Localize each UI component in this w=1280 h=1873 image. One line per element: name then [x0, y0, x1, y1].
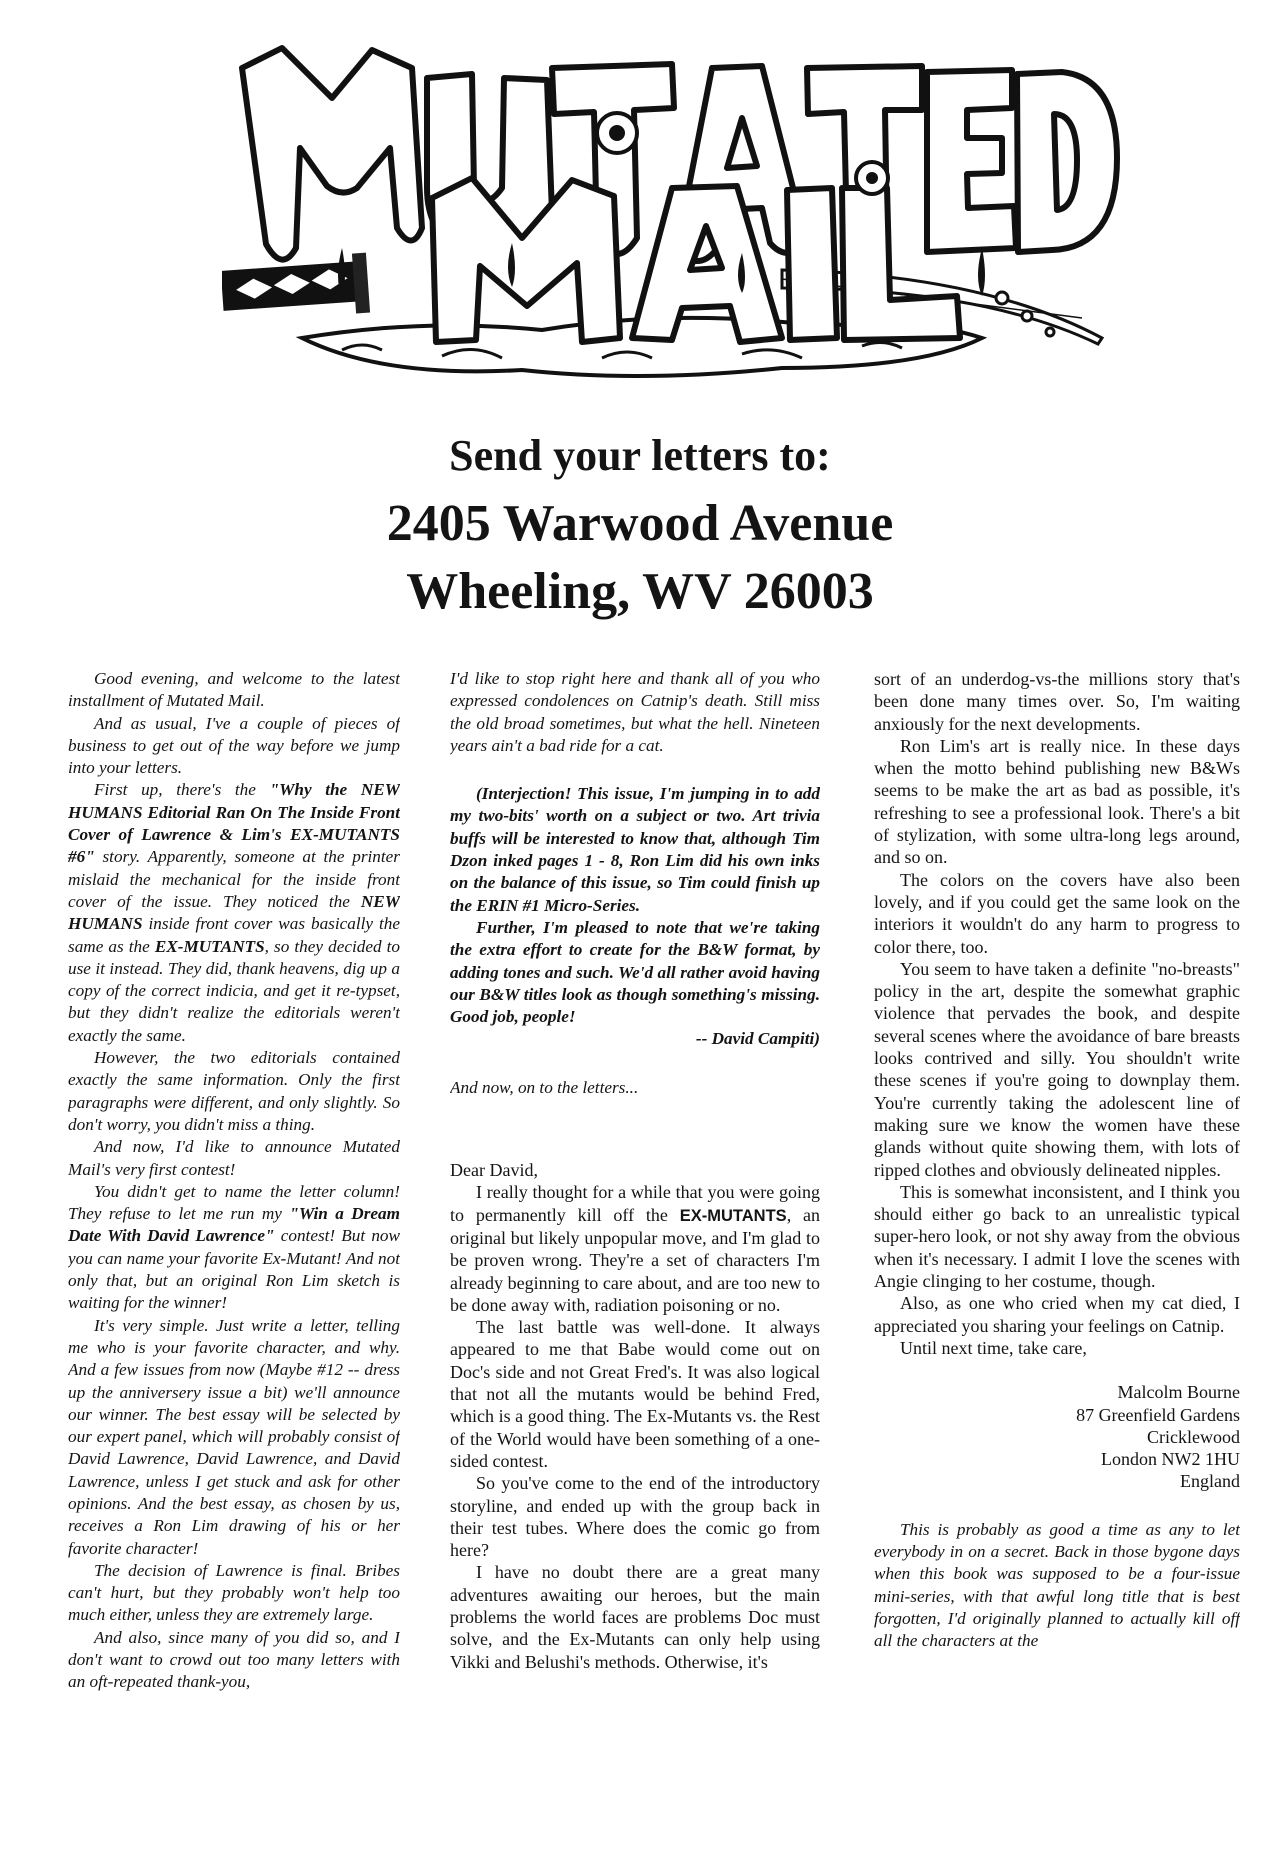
address-city: Wheeling, WV 26003: [406, 563, 874, 620]
column-1: [68, 668, 400, 1868]
address-heading: Send your letters to:: [449, 431, 831, 480]
salutation: Dear David,: [450, 1160, 538, 1181]
letters-intro: And now, on to the letters...: [450, 1077, 639, 1097]
writer-street: 87 Greenfield Gardens: [1076, 1404, 1240, 1425]
letter-paragraph-9: This is somewhat inconsistent, and I think you should either go back to an unrealistic typical super-hero look, or not shy away from the obvious when it's necessary. I admit I love the scenes with Angie clinging to her costume, though.: [874, 1181, 1240, 1292]
logo-text: MUTATED MAIL: [672, 170, 748, 181]
letter-paragraph-4: I have no doubt there are a great many adventures awaiting our heroes, but the main problems the world faces are problems Doc must solve, and the Ex-Mutants can only help using Vikki and Belushi's methods. Otherwise, it's: [450, 1562, 820, 1672]
editorials-paragraph: However, the two editorials contained exactly the same information. Only the first paragraphs were different, and only slightly. So don't worry, you didn't miss a thing.: [68, 1048, 400, 1134]
column-3: [874, 668, 1240, 1868]
letter-paragraph-5: sort of an underdog-vs-the millions story that's been done many times over. So, I'm waiting anxiously for the next developments.: [874, 669, 1240, 734]
editorial-paragraph: First up, there's the "Why the NEW HUMANS Editorial Ran On The Inside Front Cover of Lawrence & Lim's EX-MUTANTS #6" story. Apparently, someone at the printer mislaid the mechanical for the inside front cover of the issue. They noticed the NEW HUMANS inside front cover was basically the same as the EX-MUTANTS, so they decided to use it instead. They did, thank heavens, dig up a copy of the correct indicia, and get it re-typset, but they didn't realize the editorials weren't exactly the same.: [68, 780, 400, 1045]
letter-paragraph-7: The colors on the covers have also been lovely, and if you could get the same look on the interiors it wouldn't do any harm to progress to color there, too.: [874, 869, 1240, 957]
writer-city: London NW2 1HU: [1101, 1449, 1240, 1470]
letter-paragraph-6: Ron Lim's art is really nice. In these days when the motto behind publishing new B&Ws seems to be make the art as bad as possible, it's refreshing to see a professional look. There's a bit of stylization, with some ultra-long legs around, and so on.: [874, 735, 1240, 868]
interjection-paragraph: (Interjection! This issue, I'm jumping in to add my two-bits' worth on a subject or two. Art trivia buffs will be interested to know that, although Tim Dzon inked pages 1 - 8, Ron Lim did his own inks on the balance of this issue, so Tim could finish up the ERIN #1 Micro-Series.: [450, 784, 820, 915]
letter-paragraph-3: So you've come to the end of the introductory storyline, and ended up with the group back in their test tubes. Where does the comic go from here?: [450, 1473, 820, 1561]
contest-announce: And now, I'd like to announce Mutated Mail's very first contest!: [68, 1137, 400, 1179]
campiti-signature: -- David Campiti): [695, 1029, 820, 1049]
writer-country: England: [1180, 1471, 1240, 1492]
address-street: 2405 Warwood Avenue: [386, 495, 894, 552]
intro-paragraph: Good evening, and welcome to the latest installment of Mutated Mail.: [68, 669, 400, 711]
business-paragraph: And as usual, I've a couple of pieces of business to get out of the way before we jump into your letters.: [68, 713, 400, 778]
editor-reply: This is probably as good a time as any to let everybody in on a secret. Back in those bygone days when this book was supposed to be a four-issue mini-series, with that awful long title that is best forgotten, I'd originally planned to actually kill off all the characters at the: [874, 1519, 1240, 1651]
catnip-paragraph: I'd like to stop right here and thank all of you who expressed condolences on Catnip's death. Still miss the old broad sometimes, but what the hell. Nineteen years ain't a bad ride for a cat.: [450, 669, 820, 755]
contest-paragraph: You didn't get to name the letter column! They refuse to let me run my "Win a Dream Date With David Lawrence" contest! But now you can name your favorite Ex-Mutant! And not only that, but an original Ron Lim sketch is waiting for the winner!: [68, 1181, 400, 1313]
mutated-mail-logo: [222, 38, 1122, 414]
closing: Until next time, take care,: [900, 1337, 1087, 1358]
tones-paragraph: Further, I'm pleased to note that we're taking the extra effort to create for the B&W format, by adding tones and such. We'd all rather avoid having our B&W titles look as though something's missing. Good job, people!: [450, 917, 820, 1027]
letter-paragraph-8: You seem to have taken a definite "no-breasts" policy in the art, despite the somewhat graphic violence that pervades the book, and despite several scenes where the avoidance of bare breasts looks contrived and silly. You shouldn't write these scenes if you're going to downplay them. You're currently taking the adolescent line of making sure we know the women have these glands without quite showing them, with lots of ripped clothes and obviously delineated nipples.: [874, 958, 1240, 1180]
writer-name: Malcolm Bourne: [1117, 1382, 1240, 1403]
thanks-paragraph: And also, since many of you did so, and I don't want to crowd out too many letters with an oft-repeated thank-you,: [68, 1627, 400, 1692]
letter-paragraph-10: Also, as one who cried when my cat died, I appreciated you sharing your feelings on Catnip.: [874, 1293, 1240, 1336]
letter-paragraph-1: I really thought for a while that you were going to permanently kill off the EX-MUTANTS, an original but likely unpopular move, and I'm glad to be proven wrong. They're a set of characters I'm already beginning to care about, and are too new to be done away with, radiation poisoning or no.: [450, 1182, 820, 1315]
decision-paragraph: The decision of Lawrence is final. Bribes can't hurt, but they probably won't help too much either, unless they are extremely large.: [68, 1560, 400, 1625]
contest-rules: It's very simple. Just write a letter, telling me who is your favorite character, and why. And a few issues from now (Maybe #12 -- dress up the anniversery issue a bit) we'll announce our winner. The best essay will be selected by our expert panel, which will probably consist of David Lawrence, David Lawrence, and David Lawrence, unless I get stuck and ask for other opinions. And the best essay, as chosen by us, receives a Ron Lim drawing of his or her favorite character!: [68, 1315, 400, 1558]
letter-paragraph-2: The last battle was well-done. It always appeared to me that Babe would come out on Doc's side and not Great Fred's. It was also logical that not all the mutants would be behind Fred, which is a good thing. The Ex-Mutants vs. the Rest of the World would have been something of a one-sided contest.: [450, 1317, 820, 1471]
column-2: [450, 668, 820, 1868]
writer-district: Cricklewood: [1147, 1426, 1240, 1447]
